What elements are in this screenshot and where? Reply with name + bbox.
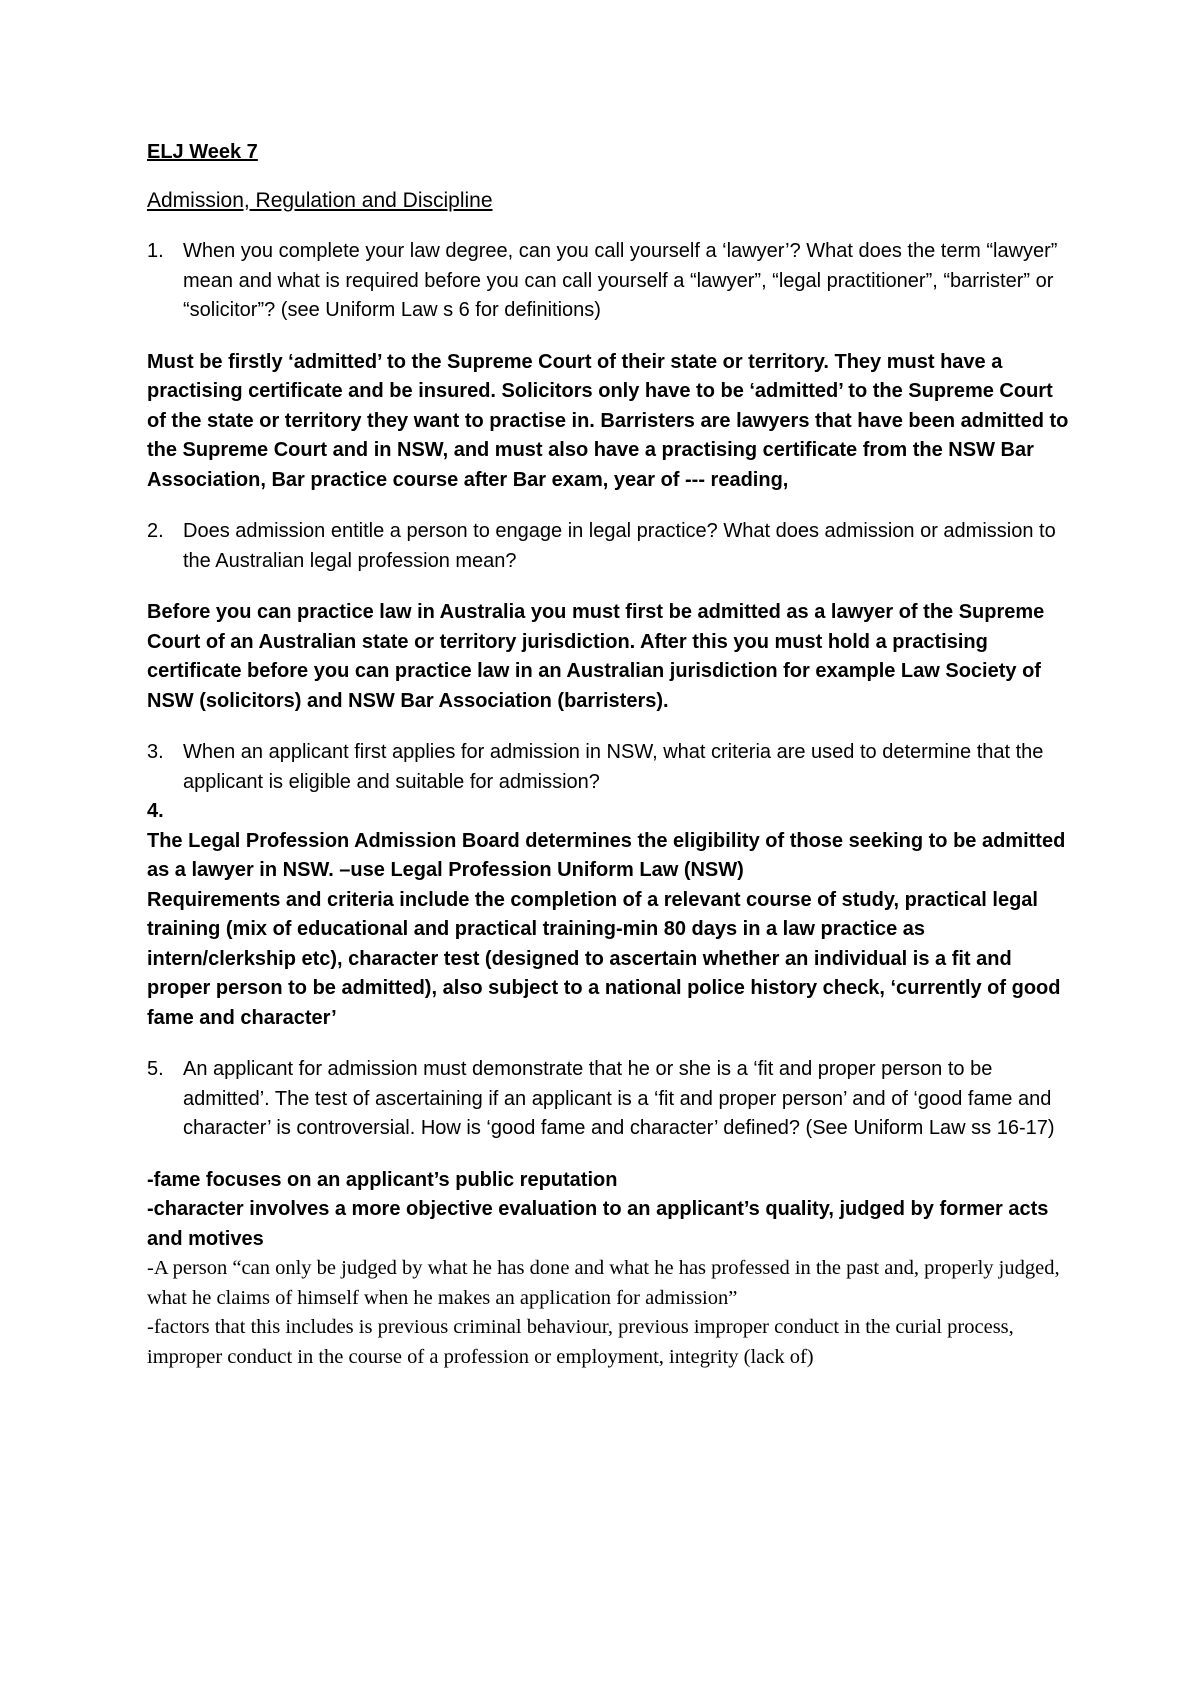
answer-3	[147, 797, 1072, 1033]
answer-text: Requirements and criteria include the completion of a relevant course of study, practical legal training (mix of educational and practical training-min 80 days in a law practice as intern/clerkship etc), character test (designed to ascertain whether an individual is a fit and proper person to be admitted), also subject to a national police history check, ‘currently of good fame and character’	[147, 888, 1061, 1029]
answer-2	[147, 598, 1072, 716]
answer-character: -character involves a more objective evaluation to an applicant’s quality, judged by former acts and motives	[147, 1198, 1049, 1250]
question-2	[147, 517, 1072, 576]
question-number: 2.	[147, 520, 164, 542]
answer-quote: -A person “can only be judged by what he has done and what he has professed in the past and, properly judged, what he claims of himself when he makes an application for admission”	[147, 1257, 1060, 1309]
question-text: When you complete your law degree, can you call yourself a ‘lawyer’? What does the term “lawyer” mean and what is required before you can call yourself a “lawyer”, “legal practitioner”, “barrister” or “solicitor”? (see Uniform Law s 6 for definitions)	[183, 240, 1058, 321]
question-text: When an applicant first applies for admission in NSW, what criteria are used to determine that the applicant is eligible and suitable for admission?	[183, 741, 1044, 793]
question-5	[147, 1055, 1072, 1144]
answer-5	[147, 1166, 1072, 1373]
question-number: 5.	[147, 1058, 164, 1080]
question-number: 3.	[147, 741, 164, 763]
question-3	[147, 738, 1072, 797]
answer-fame: -fame focuses on an applicant’s public reputation	[147, 1168, 618, 1191]
answer-text: Must be firstly ‘admitted’ to the Supreme Court of their state or territory. They must have a practising certificate and be insured. Solicitors only have to be ‘admitted’ to the Supreme Court of the state or territory they want to practise in. Barristers are lawyers that have been admitted to the Supreme Court and in NSW, and must also have a practising certificate from the NSW Bar Association, Bar practice course after Bar exam, year of --- reading,	[147, 350, 1069, 491]
question-text: Does admission entitle a person to engage in legal practice? What does admission or admission to the Australian legal profession mean?	[183, 520, 1056, 572]
document-subtitle: Admission, Regulation and Discipline	[147, 188, 493, 212]
list-number-4: 4.	[147, 800, 164, 822]
answer-text: Before you can practice law in Australia you must first be admitted as a lawyer of the Supreme Court of an Australian state or territory jurisdiction. After this you must hold a practising certificate before you can practice law in an Australian jurisdiction for example Law Society of NSW (solicitors) and NSW Bar Association (barristers).	[147, 601, 1045, 712]
question-1	[147, 237, 1072, 326]
question-number: 1.	[147, 240, 164, 262]
document-title: ELJ Week 7	[147, 141, 258, 163]
answer-factors: -factors that this includes is previous criminal behaviour, previous improper conduct in the curial process, improper conduct in the course of a profession or employment, integrity (lack of)	[147, 1316, 1014, 1368]
question-text: An applicant for admission must demonstrate that he or she is a ‘fit and proper person to be admitted’. The test of ascertaining if an applicant is a ‘fit and proper person’ and of ‘good fame and character’ is controversial. How is ‘good fame and character’ defined? (See Uniform Law ss 16-17)	[183, 1058, 1055, 1139]
document-body	[147, 138, 1072, 1394]
answer-1	[147, 348, 1072, 496]
answer-text: The Legal Profession Admission Board determines the eligibility of those seeking to be admitted as a lawyer in NSW. –use Legal Profession Uniform Law (NSW)	[147, 829, 1066, 881]
